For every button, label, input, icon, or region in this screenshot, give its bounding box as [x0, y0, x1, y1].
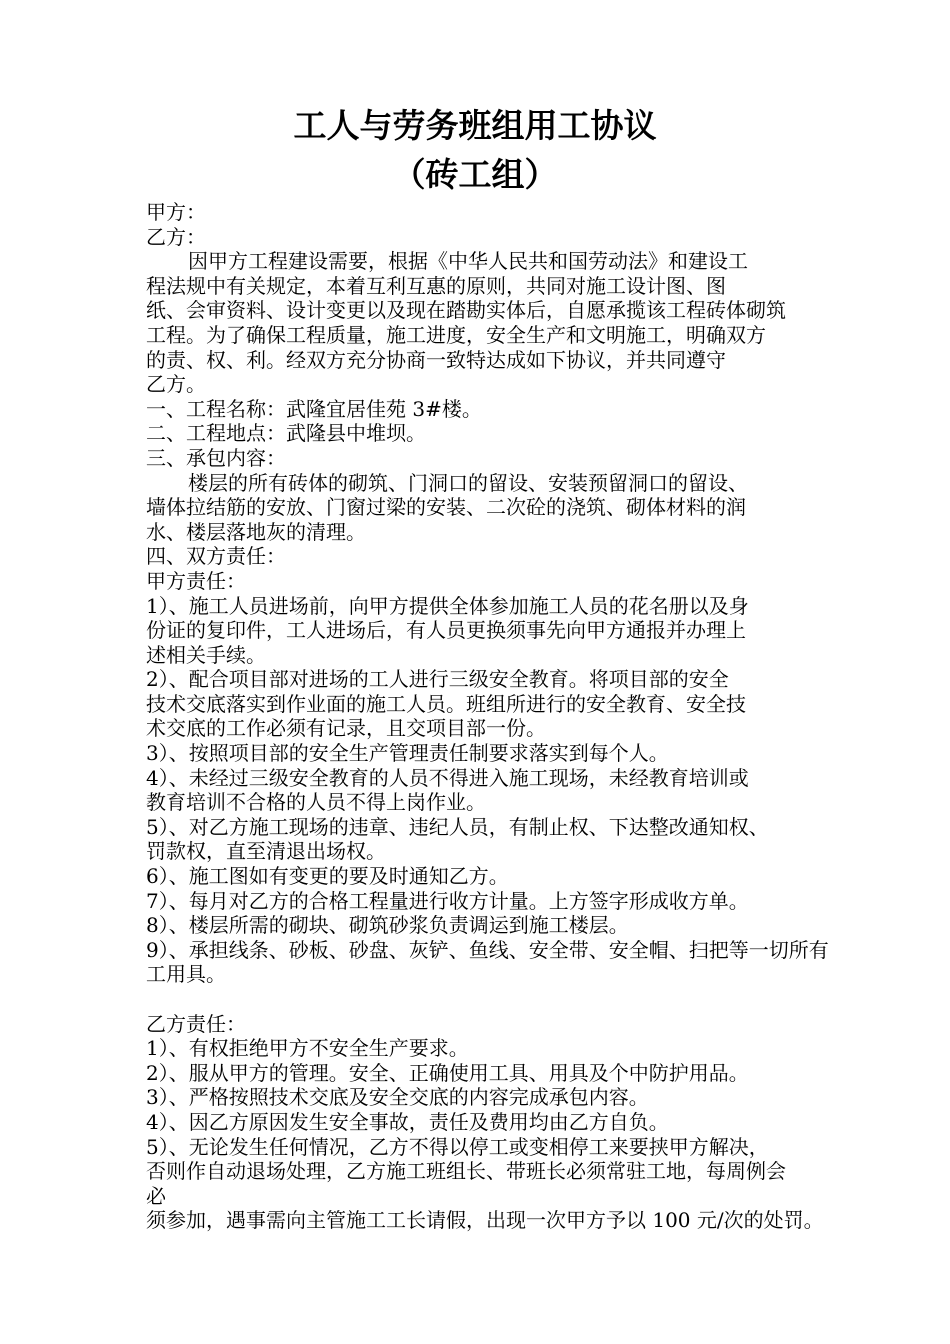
list-item: 工用具。	[146, 962, 226, 987]
document-subtitle: （砖工组）	[392, 155, 558, 194]
list-item: 5）、对乙方施工现场的违章、违纪人员，有制止权、下达整改通知权、	[146, 814, 769, 839]
list-item: 1）、施工人员进场前，向甲方提供全体参加施工人员的花名册以及身	[146, 593, 749, 618]
duties-heading: 四、双方责任：	[146, 544, 286, 569]
list-item: 2）、配合项目部对进场的工人进行三级安全教育。将项目部的安全	[146, 667, 729, 692]
list-item: 6）、施工图如有变更的要及时通知乙方。	[146, 864, 509, 889]
list-item: 否则作自动退场处理，乙方施工班组长、带班长必须常驻工地，每周例会	[146, 1159, 786, 1184]
text-line: 程法规中有关规定，本着互利互惠的原则，共同对施工设计图、图	[146, 273, 726, 298]
party-a-label: 甲方：	[146, 200, 206, 224]
intro-paragraph	[146, 249, 816, 397]
text-line: 因甲方工程建设需要，根据《中华人民共和国劳动法》和建设工	[188, 249, 748, 274]
list-item: 4）、未经过三级安全教育的人员不得进入施工现场，未经教育培训或	[146, 765, 749, 790]
text-line: 纸、会审资料、设计变更以及现在踏勘实体后，自愿承揽该工程砖体砌筑	[146, 298, 786, 323]
list-item: 5）、无论发生任何情况，乙方不得以停工或变相停工来要挟甲方解决，	[146, 1134, 769, 1159]
document-body	[146, 200, 829, 1233]
list-item: 述相关手续。	[146, 642, 266, 667]
list-item: 3）、严格按照技术交底及安全交底的内容完成承包内容。	[146, 1085, 649, 1110]
list-item: 1）、有权拒绝甲方不安全生产要求。	[146, 1036, 469, 1061]
list-item: 9）、承担线条、砂板、砂盘、灰铲、鱼线、安全带、安全帽、扫把等一切所有	[146, 937, 829, 962]
text-line: 乙方。	[146, 372, 206, 397]
list-item: 教育培训不合格的人员不得上岗作业。	[146, 790, 486, 815]
party-b-duties-heading: 乙方责任：	[146, 1011, 246, 1036]
scope-heading: 三、承包内容：	[146, 445, 286, 470]
project-name-item: 一、工程名称：武隆宜居佳苑 3#楼。	[146, 396, 482, 421]
project-location-item: 二、工程地点：武隆县中堆坝。	[146, 421, 426, 446]
list-item: 罚款权，直至清退出场权。	[146, 839, 386, 864]
text-line: 工程。为了确保工程质量，施工进度，安全生产和文明施工，明确双方	[146, 322, 766, 347]
document-title: 工人与劳务班组用工协议	[293, 106, 657, 145]
party-b-label: 乙方：	[146, 224, 206, 249]
list-item: 3）、按照项目部的安全生产管理责任制要求落实到每个人。	[146, 741, 669, 766]
list-item: 8）、楼层所需的砌块、砌筑砂浆负责调运到施工楼层。	[146, 913, 629, 938]
list-item: 必	[146, 1183, 166, 1208]
list-item: 须参加，遇事需向主管施工工长请假，出现一次甲方予以 100 元/次的处罚。	[146, 1208, 824, 1233]
blank-line	[146, 987, 816, 1012]
text-line: 楼层的所有砖体的砌筑、门洞口的留设、安装预留洞口的留设、	[188, 470, 748, 495]
list-item: 2）、服从甲方的管理。安全、正确使用工具、用具及个中防护用品。	[146, 1060, 749, 1085]
text-line: 墙体拉结筋的安放、门窗过梁的安装、二次砼的浇筑、砌体材料的润	[146, 495, 746, 520]
text-line: 水、楼层落地灰的清理。	[146, 519, 366, 544]
list-item: 7）、每月对乙方的合格工程量进行收方计量。上方签字形成收方单。	[146, 888, 749, 913]
scope-paragraph	[146, 471, 816, 545]
list-item: 份证的复印件，工人进场后，有人员更换须事先向甲方通报并办理上	[146, 618, 746, 643]
party-b-duties-list	[146, 1036, 824, 1233]
list-item: 术交底的工作必须有记录，且交项目部一份。	[146, 716, 546, 741]
text-line: 的责、权、利。经双方充分协商一致特达成如下协议，并共同遵守	[146, 347, 726, 372]
party-a-duties-list	[146, 593, 829, 988]
list-item: 技术交底落实到作业面的施工人员。班组所进行的安全教育、安全技	[146, 691, 746, 716]
party-a-duties-heading: 甲方责任：	[146, 568, 246, 593]
list-item: 4）、因乙方原因发生安全事故，责任及费用均由乙方自负。	[146, 1109, 669, 1134]
